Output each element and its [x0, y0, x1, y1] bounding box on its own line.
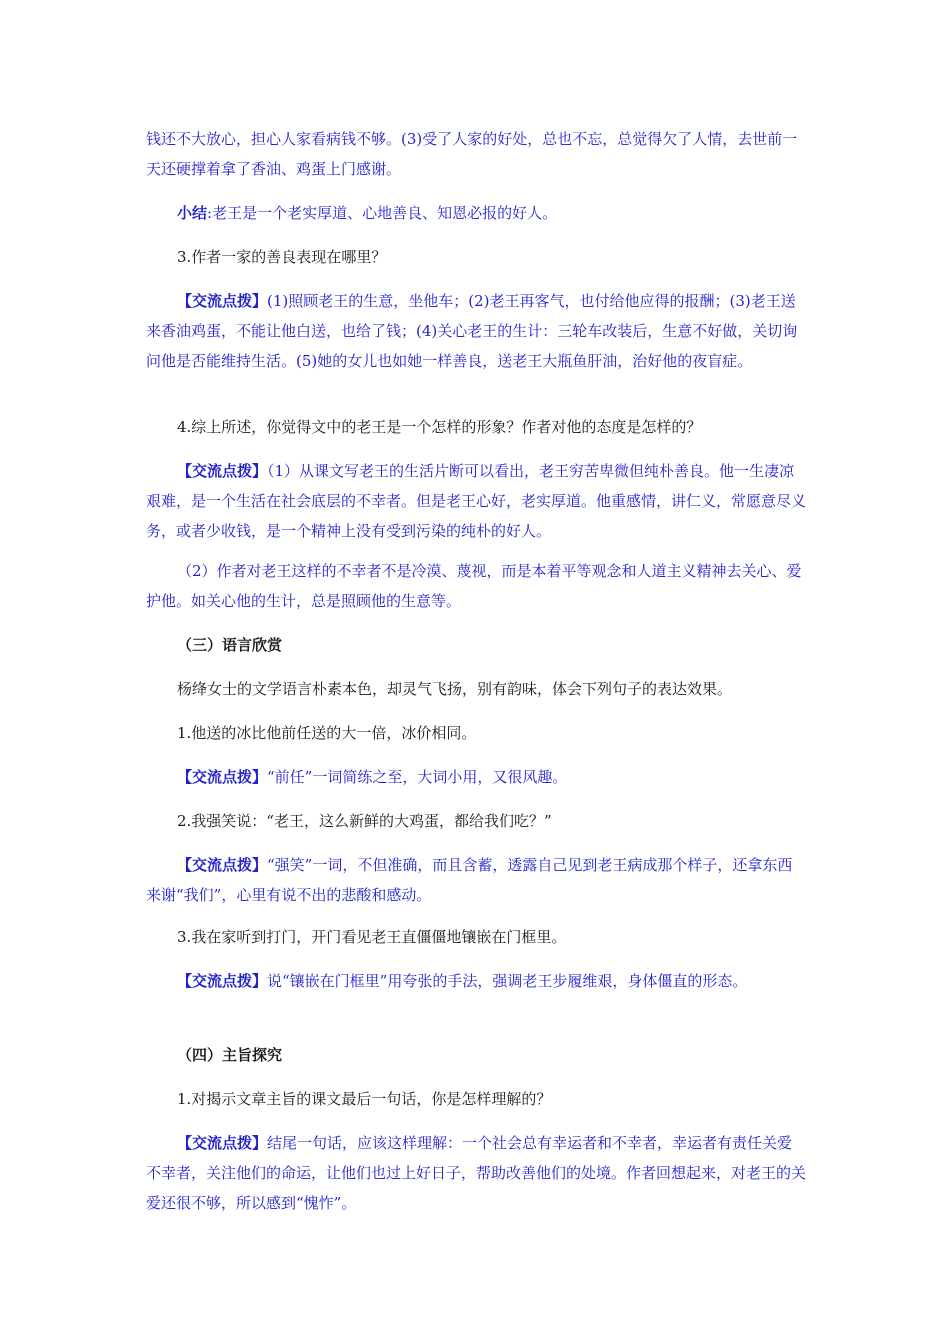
- section-heading-4: （四）主旨探究: [177, 1046, 283, 1064]
- sentence-3-answer: [146, 966, 806, 996]
- sentence-2: 2.我强笑说：“老王，这么新鲜的大鸡蛋，都给我们吃？”: [177, 812, 552, 830]
- sentence-1-answer: [146, 762, 806, 792]
- answer-4-part-1: [146, 456, 806, 546]
- answer-tag: 【交流点拨】: [177, 462, 268, 480]
- paragraph-continuation: [146, 124, 806, 184]
- answer-tag: 【交流点拨】: [177, 856, 268, 874]
- answer-tag: 【交流点拨】: [177, 292, 268, 310]
- theme-question-1: 1.对揭示文章主旨的课文最后一句话，你是怎样理解的？: [177, 1090, 552, 1108]
- question-4: 4.综上所述，你觉得文中的老王是一个怎样的形象？作者对他的态度是怎样的？: [177, 418, 702, 436]
- answer-text: 结尾一句话，应该这样理解：一个社会总有幸运者和不幸者，幸运者有责任关爱不幸者，关注他们的命运，让他们也过上好日子，帮助改善他们的处境。作者回想起来，对老王的关爱还很不够，所以感到“愧怍”。: [146, 1134, 807, 1212]
- answer-tag: 【交流点拨】: [177, 768, 268, 786]
- question-3: 3.作者一家的善良表现在哪里？: [177, 248, 387, 266]
- sentence-3: 3.我在家听到打门，开门看见老王直僵僵地镶嵌在门框里。: [177, 928, 567, 946]
- sentence-1: 1.他送的冰比他前任送的大一倍，冰价相同。: [177, 724, 477, 742]
- section-3-intro: 杨绛女士的文学语言朴素本色，却灵气飞扬，别有韵味，体会下列句子的表达效果。: [177, 680, 733, 698]
- answer-3: [146, 286, 806, 376]
- sentence-2-answer: [146, 850, 806, 910]
- answer-text: “强笑”一词，不但准确，而且含蓄，透露自己见到老王病成那个样子，还拿东西来谢“我们”，心里有说不出的悲酸和感动。: [146, 856, 793, 904]
- answer-text: 说“镶嵌在门框里”用夸张的手法，强调老王步履维艰，身体僵直的形态。: [267, 972, 748, 990]
- answer-text: (1)照顾老王的生意，坐他车；(2)老王再客气，也付给他应得的报酬；(3)老王送来香油鸡蛋，不能让他白送，也给了钱；(4)关心老王的生计：三轮车改装后，生意不好做，关切询问他是否能维持生活。(5)她的女儿也如她一样善良，送老王大瓶鱼肝油，治好他的夜盲症。: [146, 292, 798, 370]
- section-heading-3: （三）语言欣赏: [177, 636, 283, 654]
- paragraph-text: 钱还不大放心，担心人家看病钱不够。(3)受了人家的好处，总也不忘，总觉得欠了人情，去世前一天还硬撑着拿了香油、鸡蛋上门感谢。: [146, 130, 798, 178]
- answer-text: （1）从课文写老王的生活片断可以看出，老王穷苦卑微但纯朴善良。他一生凄凉艰难，是一个生活在社会底层的不幸者。但是老王心好，老实厚道。他重感情，讲仁义，常愿意尽义务，或者少收钱，是一个精神上没有受到污染的纯朴的好人。: [146, 462, 807, 540]
- answer-tag: 【交流点拨】: [177, 1134, 268, 1152]
- summary: [146, 198, 806, 228]
- summary-label: 小结: [177, 204, 208, 222]
- answer-tag: 【交流点拨】: [177, 972, 268, 990]
- theme-answer-1: [146, 1128, 806, 1218]
- answer-4-part-2: （2）作者对老王这样的不幸者不是冷漠、蔑视，而是本着平等观念和人道主义精神去关心、爱护他。如关心他的生计，总是照顾他的生意等。: [146, 562, 802, 610]
- answer-text: “前任”一词简练之至，大词小用，又很风趣。: [267, 768, 568, 786]
- summary-text: :老王是一个老实厚道、心地善良、知恩必报的好人。: [207, 204, 558, 222]
